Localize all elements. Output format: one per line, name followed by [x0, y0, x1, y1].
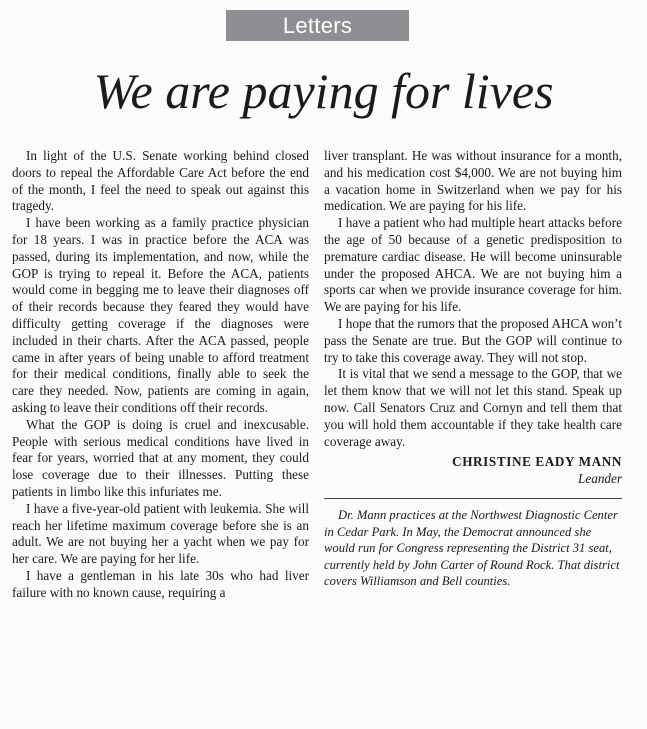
author-bio: Dr. Mann practices at the Northwest Diagnostic Center in Cedar Park. In May, the Democrat announced she would run for Congress representing the District 31 seat, currently held by John Carter of Round Rock. That district covers Williamson and Bell counties. [324, 507, 620, 589]
signature-block [324, 454, 622, 488]
body-paragraph: What the GOP is doing is cruel and inexcusable. People with serious medical conditions have lived in fear for years, worried that at any moment, they could lose coverage due to their illnesses. Putting these patients in limbo like this infuriates me. [12, 416, 309, 499]
body-paragraph: I have been working as a family practice physician for 18 years. I was in practice before the ACA was passed, during its implementation, and now, while the GOP is trying to repeal it. Before the ACA, patients would come in begging me to leave their diagnoses off of their records because they feared they would have difficulty getting coverage if the diagnoses were included in their charts. After the ACA passed, people came in after years of being unable to afford treatment for their medical conditions, finally able to seek the care they needed. Now, patients are coming in again, asking to leave their conditions off their records. [12, 215, 309, 415]
body-paragraph: I hope that the rumors that the proposed AHCA won’t pass the Senate are true. But the GOP will continue to try to take this coverage away. They will not stop. [324, 315, 622, 365]
right-column [324, 148, 622, 590]
author-city: Leander [578, 471, 622, 487]
body-paragraph: I have a patient who had multiple heart attacks before the age of 50 because of a genetic predisposition to premature cardiac disease. He will become uninsurable under the proposed AHCA. We are not buying him a sports car when we provide insurance coverage for him. We are paying for his life. [324, 215, 622, 315]
bio-divider [324, 498, 622, 499]
section-banner [226, 10, 409, 41]
section-label: Letters [282, 13, 353, 38]
continued-paragraph: liver transplant. He was without insurance for a month, and his medication cost $4,000. We are not buying him a vacation home in Switzerland when we pay for his medication. We are paying for his life. [324, 148, 622, 214]
body-paragraph: It is vital that we send a message to the GOP, that we let them know that we will not let this stand. Speak up now. Call Senators Cruz and Cornyn and tell them that you will hold them accountable if they take health care coverage away. [324, 366, 622, 449]
body-paragraph: I have a five-year-old patient with leukemia. She will reach her lifetime maximum coverage before she is an adult. We are not buying her a yacht when we pay for her care. We are paying for her life. [12, 500, 309, 567]
body-paragraph: In light of the U.S. Senate working behind closed doors to repeal the Affordable Care Act before the end of the month, I feel the need to speak out against this tragedy. [12, 148, 309, 214]
left-column [12, 148, 309, 602]
author-name: CHRISTINE EADY MANN [452, 454, 622, 470]
body-paragraph: I have a gentleman in his late 30s who had liver failure with no known cause, requiring a [12, 567, 309, 600]
letter-headline: We are paying for lives [93, 63, 554, 119]
